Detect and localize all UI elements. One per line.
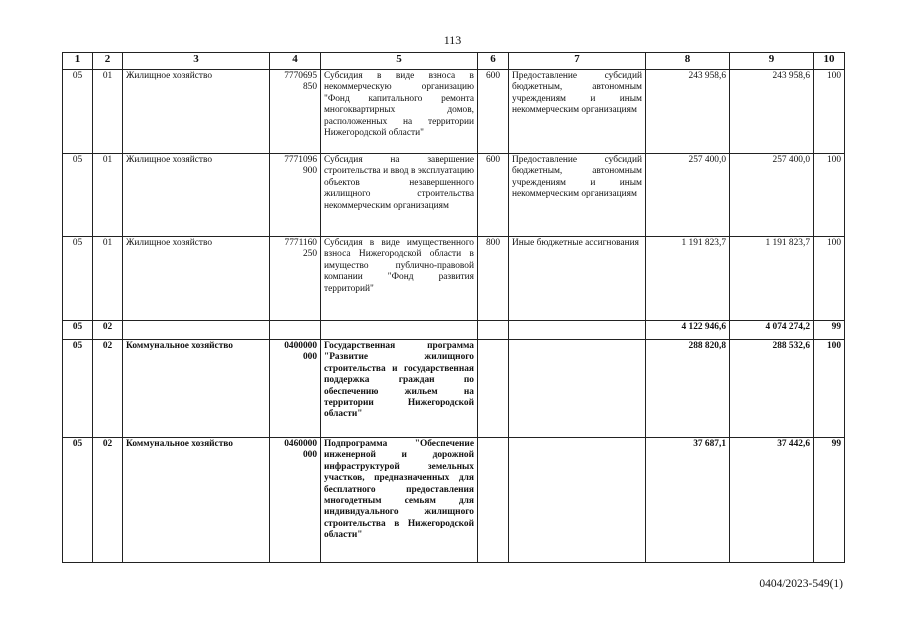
execution-percent: 100 <box>814 237 845 321</box>
header-cell: 2 <box>93 53 123 70</box>
execution-percent: 100 <box>814 154 845 237</box>
planned-amount: 257 400,0 <box>646 154 730 237</box>
executed-amount: 37 442,6 <box>730 438 814 563</box>
header-cell: 1 <box>63 53 93 70</box>
execution-percent: 100 <box>814 340 845 438</box>
subsection-code: 02 <box>93 321 123 340</box>
header-cell: 7 <box>509 53 646 70</box>
table-row <box>63 438 845 563</box>
expense-type-name: Иные бюджетные ассигнования <box>509 237 646 321</box>
header-cell: 6 <box>478 53 509 70</box>
execution-percent: 99 <box>814 321 845 340</box>
target-article-code: 7771096 900 <box>270 154 321 237</box>
section-name: Жилищное хозяйство <box>123 70 270 154</box>
expense-name: Государственная программа "Развитие жилищного строительства и государственная поддержка граждан по обеспечению жильем на территории Нижегородской области" <box>321 340 478 438</box>
header-cell: 9 <box>730 53 814 70</box>
expense-type-name <box>509 340 646 438</box>
expense-type-code <box>478 438 509 563</box>
executed-amount: 288 532,6 <box>730 340 814 438</box>
section-name <box>123 321 270 340</box>
page-number: 113 <box>443 33 462 47</box>
section-name: Коммунальное хозяйство <box>123 438 270 563</box>
section-name: Коммунальное хозяйство <box>123 340 270 438</box>
expense-type-name <box>509 438 646 563</box>
execution-percent: 100 <box>814 70 845 154</box>
section-name: Жилищное хозяйство <box>123 154 270 237</box>
expense-type-code <box>478 321 509 340</box>
section-code: 05 <box>63 438 93 563</box>
header-cell: 10 <box>814 53 845 70</box>
header-cell: 4 <box>270 53 321 70</box>
section-code: 05 <box>63 70 93 154</box>
planned-amount: 243 958,6 <box>646 70 730 154</box>
expense-type-code: 800 <box>478 237 509 321</box>
expense-type-code <box>478 340 509 438</box>
expense-type-code: 600 <box>478 154 509 237</box>
executed-amount: 257 400,0 <box>730 154 814 237</box>
planned-amount: 4 122 946,6 <box>646 321 730 340</box>
target-article-code: 0460000 000 <box>270 438 321 563</box>
expense-name: Субсидия на завершение строительства и ввод в эксплуатацию объектов незавершенного жилищного строительства некоммерческим организациям <box>321 154 478 237</box>
subsection-code: 01 <box>93 237 123 321</box>
section-code: 05 <box>63 237 93 321</box>
planned-amount: 37 687,1 <box>646 438 730 563</box>
section-code: 05 <box>63 321 93 340</box>
budget-table <box>62 52 845 563</box>
subsection-code: 01 <box>93 70 123 154</box>
table-row <box>63 70 845 154</box>
table-row <box>63 154 845 237</box>
subsection-code: 01 <box>93 154 123 237</box>
executed-amount: 4 074 274,2 <box>730 321 814 340</box>
table-row <box>63 340 845 438</box>
executed-amount: 1 191 823,7 <box>730 237 814 321</box>
document-code: 0404/2023-549(1) <box>759 578 843 590</box>
expense-name: Субсидия в виде имущественного взноса Нижегородской области в имущество публично-правовой компании "Фонд развития территорий" <box>321 237 478 321</box>
table-row <box>63 321 845 340</box>
expense-name: Субсидия в виде взноса в некоммерческую организацию "Фонд капитального ремонта многоквартирных домов, расположенных на территории Нижегородской области" <box>321 70 478 154</box>
subsection-code: 02 <box>93 438 123 563</box>
execution-percent: 99 <box>814 438 845 563</box>
planned-amount: 1 191 823,7 <box>646 237 730 321</box>
header-row <box>63 53 845 70</box>
expense-type-name: Предоставление субсидий бюджетным, автономным учреждениям и иным некоммерческим организациям <box>509 154 646 237</box>
expense-name <box>321 321 478 340</box>
header-cell: 3 <box>123 53 270 70</box>
expense-type-name: Предоставление субсидий бюджетным, автономным учреждениям и иным некоммерческим организациям <box>509 70 646 154</box>
target-article-code: 0400000 000 <box>270 340 321 438</box>
header-cell: 5 <box>321 53 478 70</box>
header-cell: 8 <box>646 53 730 70</box>
expense-name: Подпрограмма "Обеспечение инженерной и дорожной инфраструктурой земельных участков, предназначенных для бесплатного предоставления многодетным семьям для индивидуального жилищного строительства в Нижегородской области" <box>321 438 478 563</box>
expense-type-code: 600 <box>478 70 509 154</box>
planned-amount: 288 820,8 <box>646 340 730 438</box>
target-article-code <box>270 321 321 340</box>
section-code: 05 <box>63 154 93 237</box>
subsection-code: 02 <box>93 340 123 438</box>
section-code: 05 <box>63 340 93 438</box>
target-article-code: 7771160 250 <box>270 237 321 321</box>
table-row <box>63 237 845 321</box>
expense-type-name <box>509 321 646 340</box>
section-name: Жилищное хозяйство <box>123 237 270 321</box>
target-article-code: 7770695 850 <box>270 70 321 154</box>
executed-amount: 243 958,6 <box>730 70 814 154</box>
